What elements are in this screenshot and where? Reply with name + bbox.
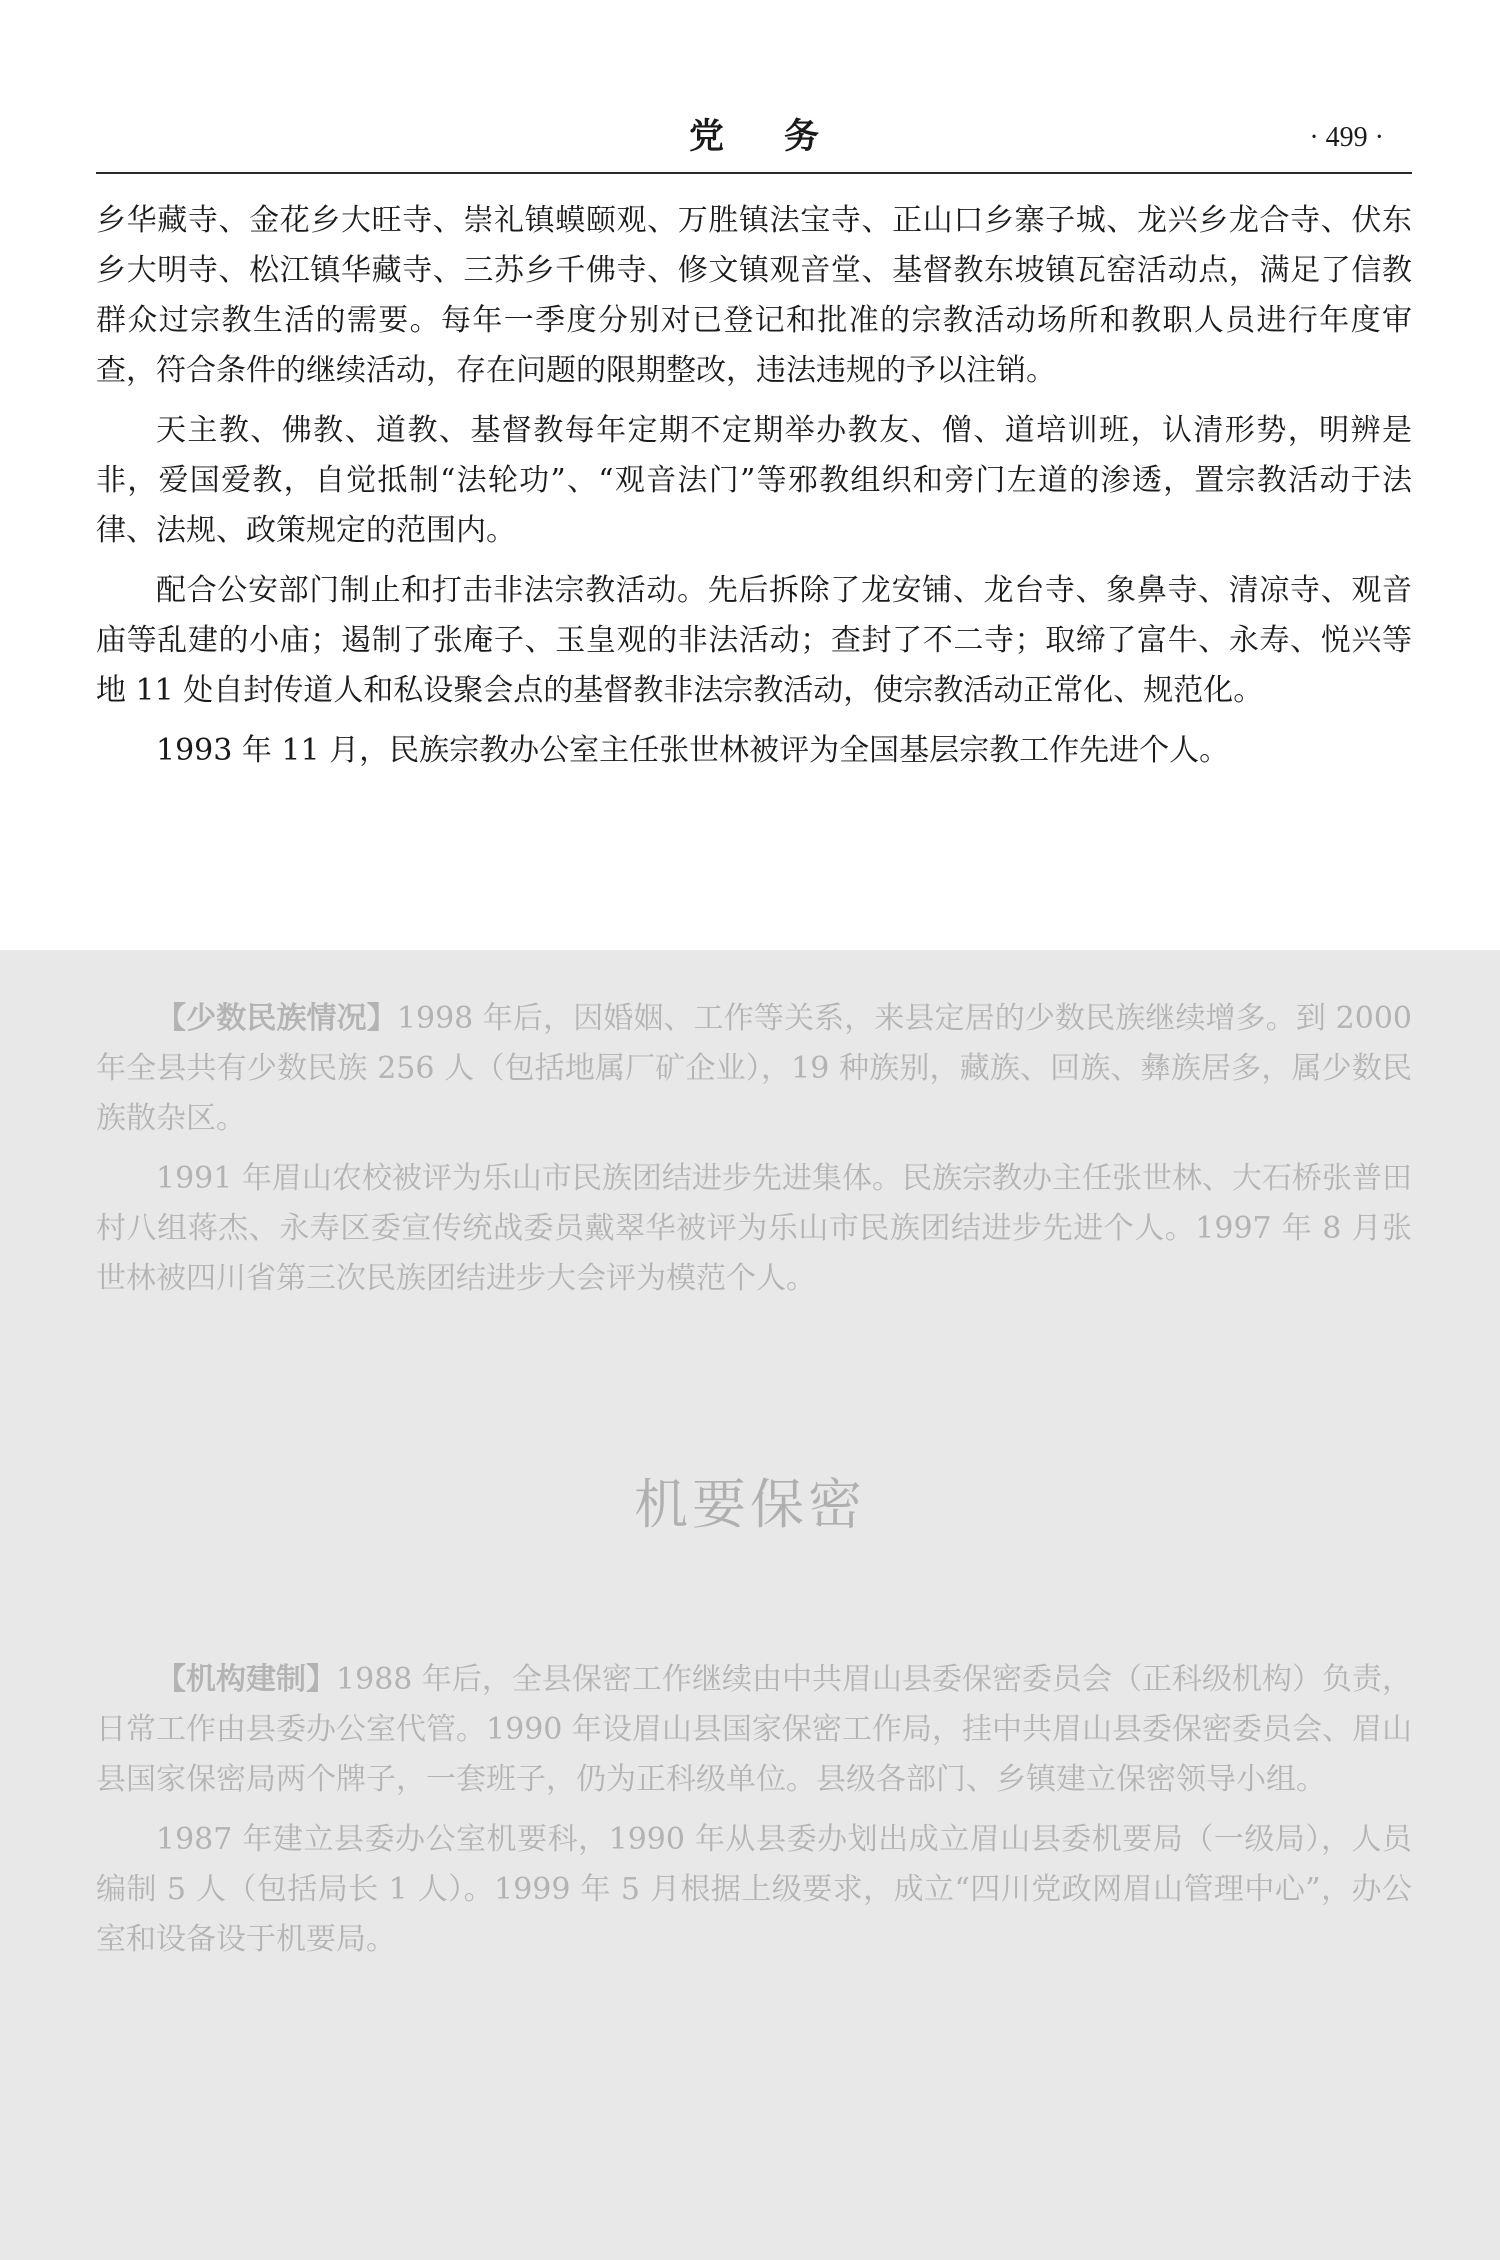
page-number: · 499 ·: [1309, 122, 1384, 153]
paragraph-continued: 乡华藏寺、金花乡大旺寺、崇礼镇蟆颐观、万胜镇法宝寺、正山口乡寨子城、龙兴乡龙合寺、伏东乡大明寺、松江镇华藏寺、三苏乡千佛寺、修文镇观音堂、基督教东坡镇瓦窑活动点，满足了信教群众过宗教生活的需要。每年一季度分别对已登记和批准的宗教活动场所和教职人员进行年度审查，符合条件的继续活动，存在问题的限期整改，违法违规的予以注销。: [96, 203, 1412, 388]
paragraph-illegal-activity: 配合公安部门制止和打击非法宗教活动。先后拆除了龙安铺、龙台寺、象鼻寺、清凉寺、观音庙等乱建的小庙；遏制了张庵子、玉皇观的非法活动；查封了不二寺；取缔了富牛、永寿、悦兴等地 11 处自封传道人和私设聚会点的基督教非法宗教活动，使宗教活动正常化、规范化。: [96, 573, 1412, 708]
secrecy-section: [96, 1655, 1412, 1975]
secrecy-tag: 【机构建制】: [156, 1662, 337, 1697]
minorities-paragraph-1: [96, 994, 1412, 1144]
paragraph-training: 天主教、佛教、道教、基督教每年定期不定期举办教友、僧、道培训班，认清形势，明辨是非，爱国爱教，自觉抵制“法轮功”、“观音法门”等邪教组织和旁门左道的渗透，置宗教活动于法律、法规、政策规定的范围内。: [96, 413, 1412, 548]
running-title: 党务: [688, 116, 879, 157]
minorities-tag: 【少数民族情况】: [156, 1001, 397, 1036]
paragraph-award: 1993 年 11 月，民族宗教办公室主任张世林被评为全国基层宗教工作先进个人。: [156, 733, 1230, 768]
secrecy-paragraph-1: [96, 1655, 1412, 1805]
minorities-paragraph-2: 1991 年眉山农校被评为乐山市民族团结进步先进集体。民族宗教办主任张世林、大石桥张普田村八组蒋杰、永寿区委宣传统战委员戴翠华被评为乐山市民族团结进步先进个人。1997 年 8 月张世林被四川省第三次民族团结进步大会评为模范个人。: [96, 1161, 1412, 1296]
section-heading: 机要保密: [634, 1473, 866, 1536]
secrecy-paragraph-2: 1987 年建立县委办公室机要科，1990 年从县委办划出成立眉山县委机要局（一级局），人员编制 5 人（包括局长 1 人）。1999 年 5 月根据上级要求，成立“四川党政网眉山管理中心”，办公室和设备设于机要局。: [96, 1822, 1412, 1957]
main-text: [96, 196, 1412, 786]
header-rule: [96, 172, 1412, 174]
page-header: [96, 112, 1412, 174]
minorities-text: 1998 年后，因婚姻、工作等关系，来县定居的少数民族继续增多。到 2000 年全县共有少数民族 256 人（包括地属厂矿企业），19 种族别，藏族、回族、彝族居多，属少数民族散杂区。: [96, 1001, 1412, 1136]
secrecy-text: 1988 年后，全县保密工作继续由中共眉山县委保密委员会（正科级机构）负责，日常工作由县委办公室代管。1990 年设眉山县国家保密工作局，挂中共眉山县委保密委员会、眉山县国家保密局两个牌子，一套班子，仍为正科级单位。县级各部门、乡镇建立保密领导小组。: [96, 1662, 1413, 1797]
minorities-section: [96, 994, 1412, 1314]
